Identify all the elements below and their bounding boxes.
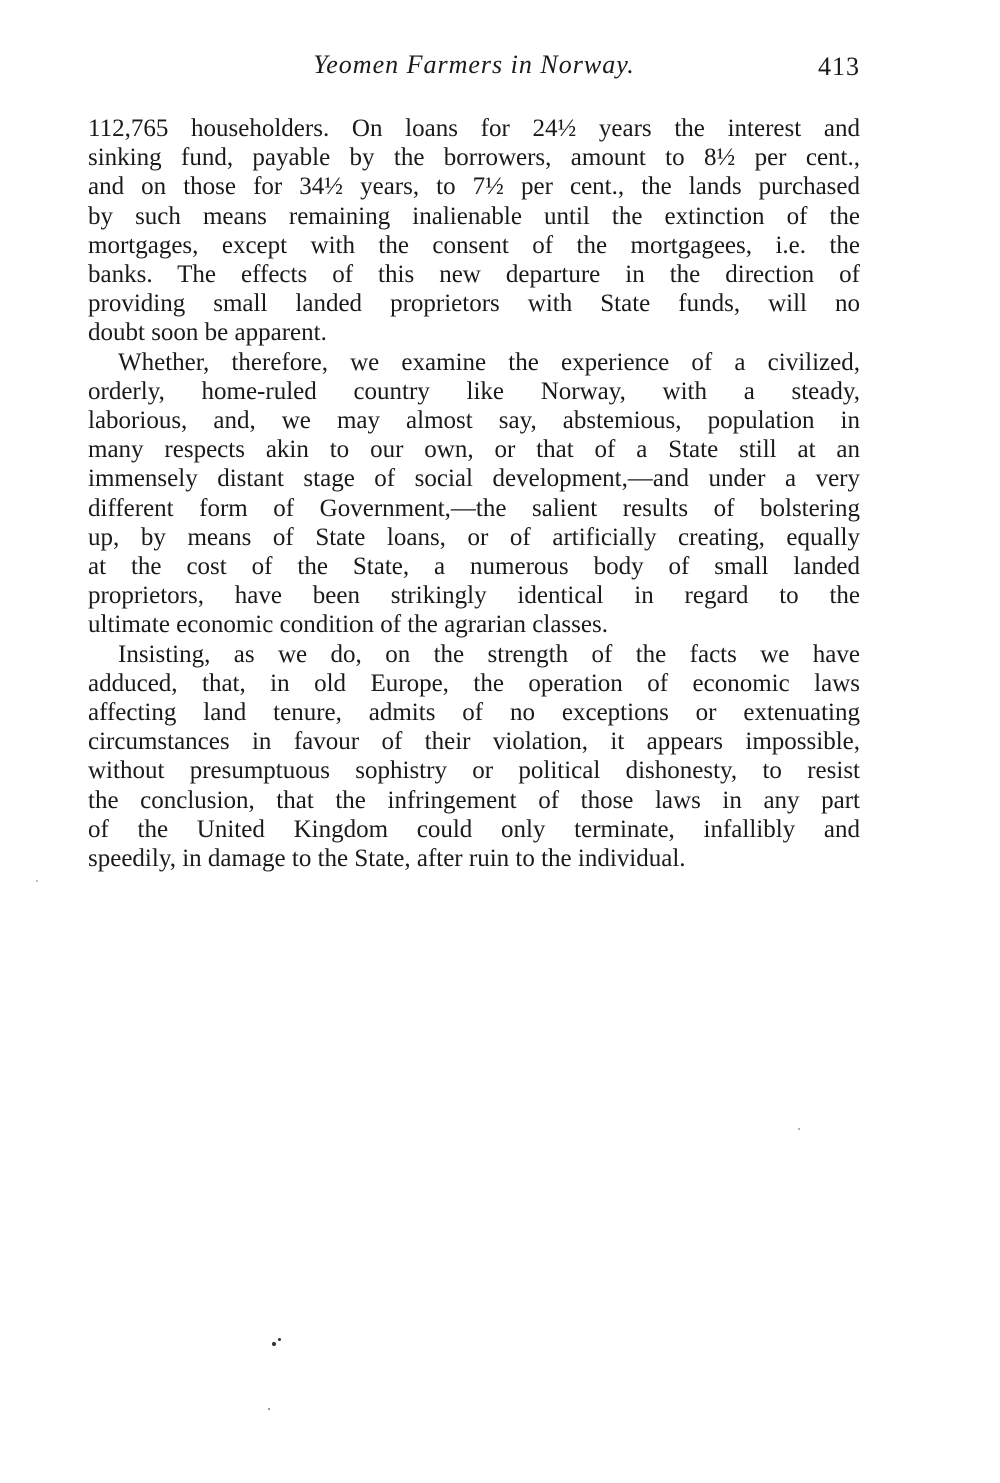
paragraph-3 xyxy=(88,640,860,874)
text-line: of the United Kingdom could only terminate, infallibly and xyxy=(88,815,860,843)
text-line: mortgages, except with the consent of the mortgagees, i.e. the xyxy=(88,231,860,259)
text-line: speedily, in damage to the State, after ruin to the individual. xyxy=(88,845,686,873)
text-line: the conclusion, that the infringement of those laws in any part xyxy=(88,786,860,814)
text-line: without presumptuous sophistry or political dishonesty, to resist xyxy=(88,757,860,785)
text-line: immensely distant stage of social development,—and under a very xyxy=(88,465,860,493)
running-title: Yeomen Farmers in Norway. xyxy=(313,50,635,79)
text-line: ultimate economic condition of the agrarian classes. xyxy=(88,611,608,639)
text-line: banks. The effects of this new departure in the direction of xyxy=(88,261,860,289)
text-line: many respects akin to our own, or that of a State still at an xyxy=(88,436,860,464)
paragraph-2 xyxy=(88,348,860,640)
paragraph-1 xyxy=(88,114,860,348)
text-line: and on those for 34½ years, to 7½ per cent., the lands purchased xyxy=(88,173,860,201)
text-line: proprietors, have been strikingly identical in regard to the xyxy=(88,582,860,610)
page-number: 413 xyxy=(818,52,860,81)
text-line: circumstances in favour of their violation, it appears impossible, xyxy=(88,728,860,756)
scan-speck xyxy=(798,1128,800,1130)
text-line: adduced, that, in old Europe, the operation of economic laws xyxy=(88,669,860,697)
text-line: by such means remaining inalienable until the extinction of the xyxy=(88,202,860,230)
text-line: laborious, and, we may almost say, abstemious, population in xyxy=(88,407,860,435)
scan-speck xyxy=(36,880,38,882)
text-line: Whether, therefore, we examine the experience of a civilized, xyxy=(118,348,860,376)
text-line: doubt soon be apparent. xyxy=(88,319,327,347)
text-line: affecting land tenure, admits of no exceptions or extenuating xyxy=(88,699,860,727)
text-line: 112,765 householders. On loans for 24½ years the interest and xyxy=(88,115,860,142)
scan-speck xyxy=(268,1408,270,1410)
text-line: sinking fund, payable by the borrowers, amount to 8½ per cent., xyxy=(88,144,860,172)
text-line: different form of Government,—the salient results of bolstering xyxy=(88,494,860,522)
text-line: up, by means of State loans, or of artificially creating, equally xyxy=(88,523,860,551)
scan-speck xyxy=(278,1338,281,1341)
body-text xyxy=(88,114,860,873)
text-line: providing small landed proprietors with State funds, will no xyxy=(88,290,860,318)
text-line: at the cost of the State, a numerous body of small landed xyxy=(88,553,860,581)
running-head xyxy=(88,50,860,90)
scan-speck xyxy=(272,1342,276,1346)
text-line: Insisting, as we do, on the strength of the facts we have xyxy=(118,640,860,668)
text-line: orderly, home-ruled country like Norway, with a steady, xyxy=(88,377,860,405)
